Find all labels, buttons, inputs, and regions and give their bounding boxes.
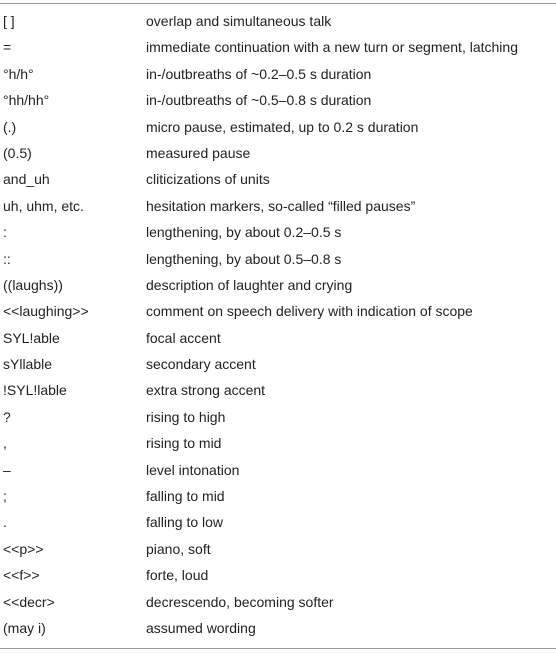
notation-symbol: <<decr> [3, 593, 55, 610]
notation-meaning: lengthening, by about 0.2–0.5 s [146, 224, 342, 241]
notation-meaning: falling to mid [146, 488, 225, 505]
notation-meaning: level intonation [146, 461, 240, 478]
notation-meaning: rising to mid [146, 435, 222, 452]
notation-meaning: decrescendo, becoming softer [146, 593, 334, 610]
notation-symbol: ? [3, 408, 11, 425]
notation-meaning: in-/outbreaths of ~0.5–0.8 s duration [146, 92, 372, 109]
table-row [0, 298, 556, 324]
notation-meaning: forte, loud [146, 567, 209, 584]
notation-symbol: <<laughing>> [3, 303, 89, 320]
notation-meaning: piano, soft [146, 540, 211, 557]
notation-meaning: rising to high [146, 408, 226, 425]
table-row [0, 457, 556, 483]
notation-meaning: secondary accent [146, 356, 256, 373]
table-row [0, 272, 556, 298]
notation-symbol: ((laughs)) [3, 276, 63, 293]
table-row [0, 114, 556, 140]
table-row [0, 325, 556, 351]
table-row [0, 219, 556, 245]
notation-symbol: <<f>> [3, 567, 40, 584]
notation-meaning: micro pause, estimated, up to 0.2 s duration [146, 118, 419, 135]
notation-meaning: focal accent [146, 329, 221, 346]
table-row [0, 589, 556, 615]
table-row [0, 509, 556, 535]
notation-meaning: in-/outbreaths of ~0.2–0.5 s duration [146, 65, 372, 82]
notation-symbol: <<p>> [3, 540, 44, 557]
table-row [0, 404, 556, 430]
table-row [0, 166, 556, 192]
notation-symbol: = [3, 39, 12, 56]
notation-meaning: description of laughter and crying [146, 276, 353, 293]
notation-meaning: measured pause [146, 144, 251, 161]
table-row [0, 351, 556, 377]
notation-symbol: SYL!able [3, 329, 60, 346]
notation-symbol: : [3, 224, 7, 241]
table-row [0, 61, 556, 87]
notation-meaning: immediate continuation with a new turn or segment, latching [146, 39, 518, 56]
table-row [0, 140, 556, 166]
table-bottom-rule [0, 648, 556, 649]
notation-symbol: °h/h° [3, 65, 34, 82]
table-top-rule [0, 3, 556, 4]
table-row [0, 615, 556, 641]
table-row [0, 34, 556, 60]
notation-symbol: !SYL!lable [3, 382, 67, 399]
table-row [0, 430, 556, 456]
notation-meaning: overlap and simultaneous talk [146, 13, 332, 29]
notation-meaning: lengthening, by about 0.5–0.8 s [146, 250, 342, 267]
notation-symbol: sYllable [3, 356, 53, 373]
notation-symbol: , [3, 435, 7, 452]
table-row [0, 377, 556, 403]
notation-symbol: and_uh [3, 171, 50, 188]
notation-meaning: hesitation markers, so-called “filled pauses” [146, 197, 416, 214]
notation-symbol: (0.5) [3, 144, 32, 161]
notation-symbol: [ ] [3, 13, 15, 29]
table-row [0, 483, 556, 509]
table-row [0, 536, 556, 562]
notation-meaning: cliticizations of units [146, 171, 270, 188]
table-row [0, 8, 556, 34]
table-row [0, 246, 556, 272]
notation-symbol: . [3, 514, 7, 531]
notation-symbol: :: [3, 250, 11, 267]
notation-meaning: extra strong accent [146, 382, 266, 399]
notation-symbol: uh, uhm, etc. [3, 197, 84, 214]
notation-symbol: (may i) [3, 619, 46, 636]
table-row [0, 193, 556, 219]
notation-symbol: – [3, 461, 11, 478]
notation-symbol: ; [3, 488, 7, 505]
notation-meaning: comment on speech delivery with indication of scope [146, 303, 473, 320]
notation-symbol: (.) [3, 118, 17, 135]
table-row [0, 87, 556, 113]
table-body [0, 8, 556, 641]
notation-meaning: assumed wording [146, 619, 256, 636]
table-row [0, 562, 556, 588]
notation-symbol: °hh/hh° [3, 92, 50, 109]
notation-meaning: falling to low [146, 514, 224, 531]
